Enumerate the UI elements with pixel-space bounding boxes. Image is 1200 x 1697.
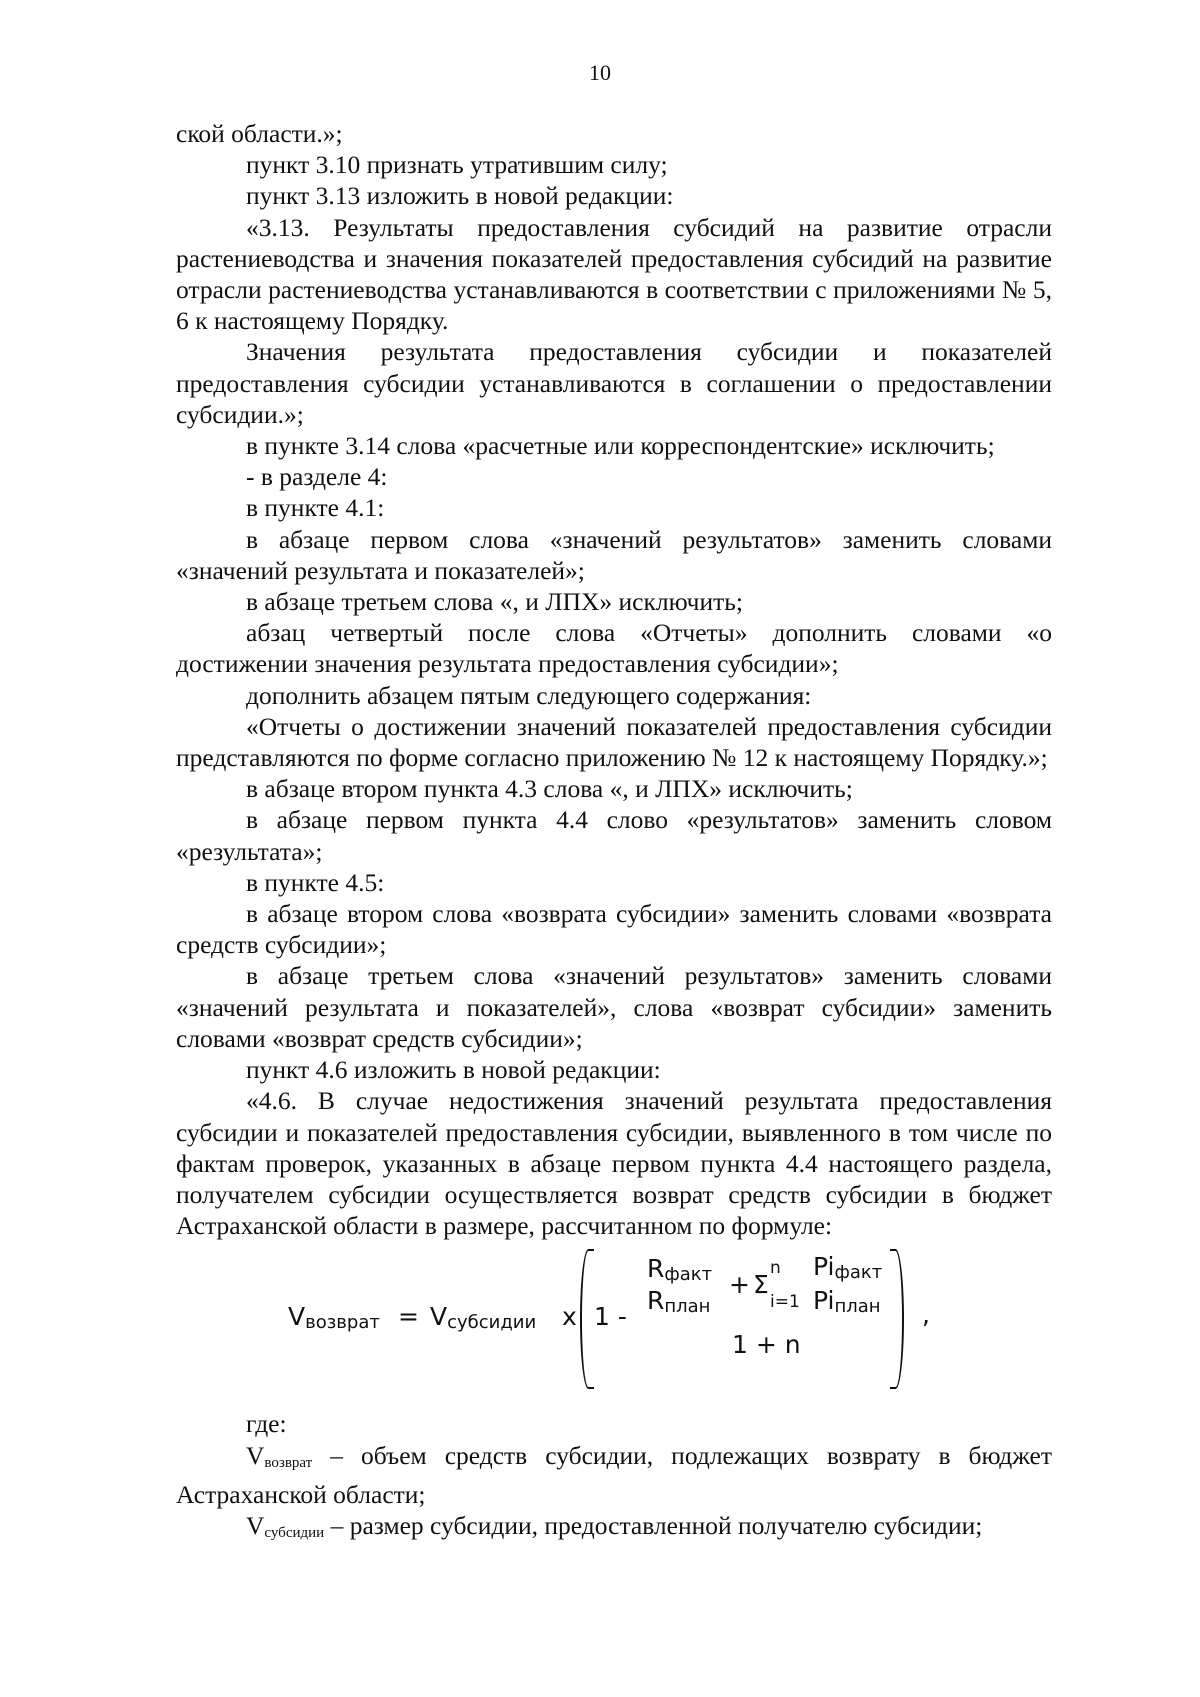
paragraph: в абзаце третьем слова «значений результатов» заменить словами «значений результата и показателей», слова «возврат субсидии» заменить словами «возврат средств субсидии»; (176, 961, 1052, 1053)
formula-plus: + (729, 1270, 750, 1300)
paragraph-list (176, 118, 1052, 1241)
paragraph: пункт 4.6 изложить в новой редакции: (246, 1055, 661, 1085)
document-body (176, 118, 1052, 1549)
paragraph: «Отчеты о достижении значений показателей предоставления субсидии представляются по форме согласно приложению № 12 к настоящему Порядку.»; (176, 711, 1052, 773)
formula-v-subsidy (430, 1301, 536, 1338)
formula-equals: = (398, 1302, 419, 1332)
explanation-list (176, 1408, 1052, 1549)
paragraph: - в разделе 4: (246, 462, 388, 492)
formula-right-paren (890, 1249, 904, 1389)
definition-text: – размер субсидии, предоставленной получателю субсидии; (324, 1510, 983, 1540)
formula-sum-upper: n (770, 1258, 781, 1279)
formula-sum (753, 1269, 769, 1300)
paragraph: в абзаце первом слова «значений результатов» заменить словами «значений результата и показателей»; (176, 524, 1052, 585)
formula-r-plan (647, 1285, 710, 1322)
formula-v2-var: V (430, 1302, 448, 1332)
formula-v-subsidy-sub: субсидии (447, 1312, 537, 1334)
paragraph: в абзаце первом пункта 4.4 слово «результатов» заменить словом «результата»; (176, 805, 1052, 866)
formula-v-var: V (288, 1302, 306, 1332)
where-label: где: (246, 1409, 287, 1439)
formula-pi-fact-sub: факт (834, 1262, 883, 1284)
formula-r-var-2: R (647, 1286, 665, 1316)
formula-times: x (562, 1302, 577, 1332)
variable-definition (176, 1440, 1052, 1510)
paragraph: пункт 3.10 признать утратившим силу; (246, 150, 668, 180)
paragraph: в пункте 4.1: (246, 493, 385, 523)
definition-text: – объем средств субсидии, подлежащих возврату в бюджет Астраханской области; (176, 1440, 1052, 1509)
definition-var-sub: субсидии (264, 1524, 325, 1541)
formula-r-fact-sub: факт (664, 1264, 713, 1286)
variable-definition (176, 1510, 1052, 1549)
formula-pi-var-2: Pi (813, 1286, 835, 1316)
paragraph: в абзаце втором слова «возврата субсидии» заменить словами «возврата средств субсидии»; (176, 899, 1052, 960)
formula-v-return-sub: возврат (305, 1312, 380, 1334)
formula-pi-plan-sub: план (834, 1296, 881, 1318)
paragraph: Значения результата предоставления субсидии и показателей предоставления субсидии устанавливаются в соглашении о предоставлении субсидии.»; (176, 337, 1052, 429)
formula-pi-var: Pi (813, 1252, 835, 1282)
paragraph: ской области.»; (176, 119, 343, 148)
formula-sum-sign: Σ (753, 1270, 769, 1300)
formula-one-minus: 1 - (594, 1302, 627, 1332)
paragraph: в пункте 3.14 слова «расчетные или корреспондентские» исключить; (246, 431, 995, 461)
formula-pi-fact (813, 1251, 882, 1288)
formula-pi-plan (813, 1285, 881, 1322)
formula-left-paren (580, 1249, 594, 1389)
formula-r-plan-sub: план (664, 1296, 711, 1318)
formula-sum-lower: i=1 (770, 1292, 800, 1313)
formula (176, 1249, 1052, 1394)
page-number: 10 (589, 60, 611, 85)
formula-r-var: R (647, 1254, 665, 1284)
paragraph: дополнить абзацем пятым следующего содержания: (246, 680, 812, 710)
definition-var-sub: возврат (264, 1454, 313, 1471)
formula-denominator: 1 + n (732, 1330, 801, 1360)
formula-lhs (288, 1301, 380, 1338)
paragraph: абзац четвертый после слова «Отчеты» дополнить словами «о достижении значения результата предоставления субсидии»; (176, 618, 1052, 679)
paragraph: пункт 3.13 изложить в новой редакции: (246, 181, 674, 211)
paragraph: «4.6. В случае недостижения значений результата предоставления субсидии и показателей предоставления субсидии, выявленного в том числе по фактам проверок, указанных в абзаце первом пункта 4.4 настоящего раздела, получателем субсидии осуществляется возврат средств субсидии в бюджет Астраханской области в размере, рассчитанном по формуле: (176, 1086, 1052, 1241)
formula-trailing-comma: , (922, 1300, 930, 1330)
definition-var: V (246, 1510, 265, 1540)
definition-var: V (246, 1440, 265, 1470)
paragraph: в абзаце втором пункта 4.3 слова «, и ЛПХ» исключить; (246, 774, 853, 804)
paragraph: «3.13. Результаты предоставления субсидий на развитие отрасли растениеводства и значения показателей предоставления субсидий на развитие отрасли растениеводства устанавливаются в соответствии с приложениями № 5, 6 к настоящему Порядку. (176, 212, 1052, 336)
paragraph: в абзаце третьем слова «, и ЛПХ» исключить; (246, 587, 744, 617)
paragraph: в пункте 4.5: (246, 867, 385, 897)
